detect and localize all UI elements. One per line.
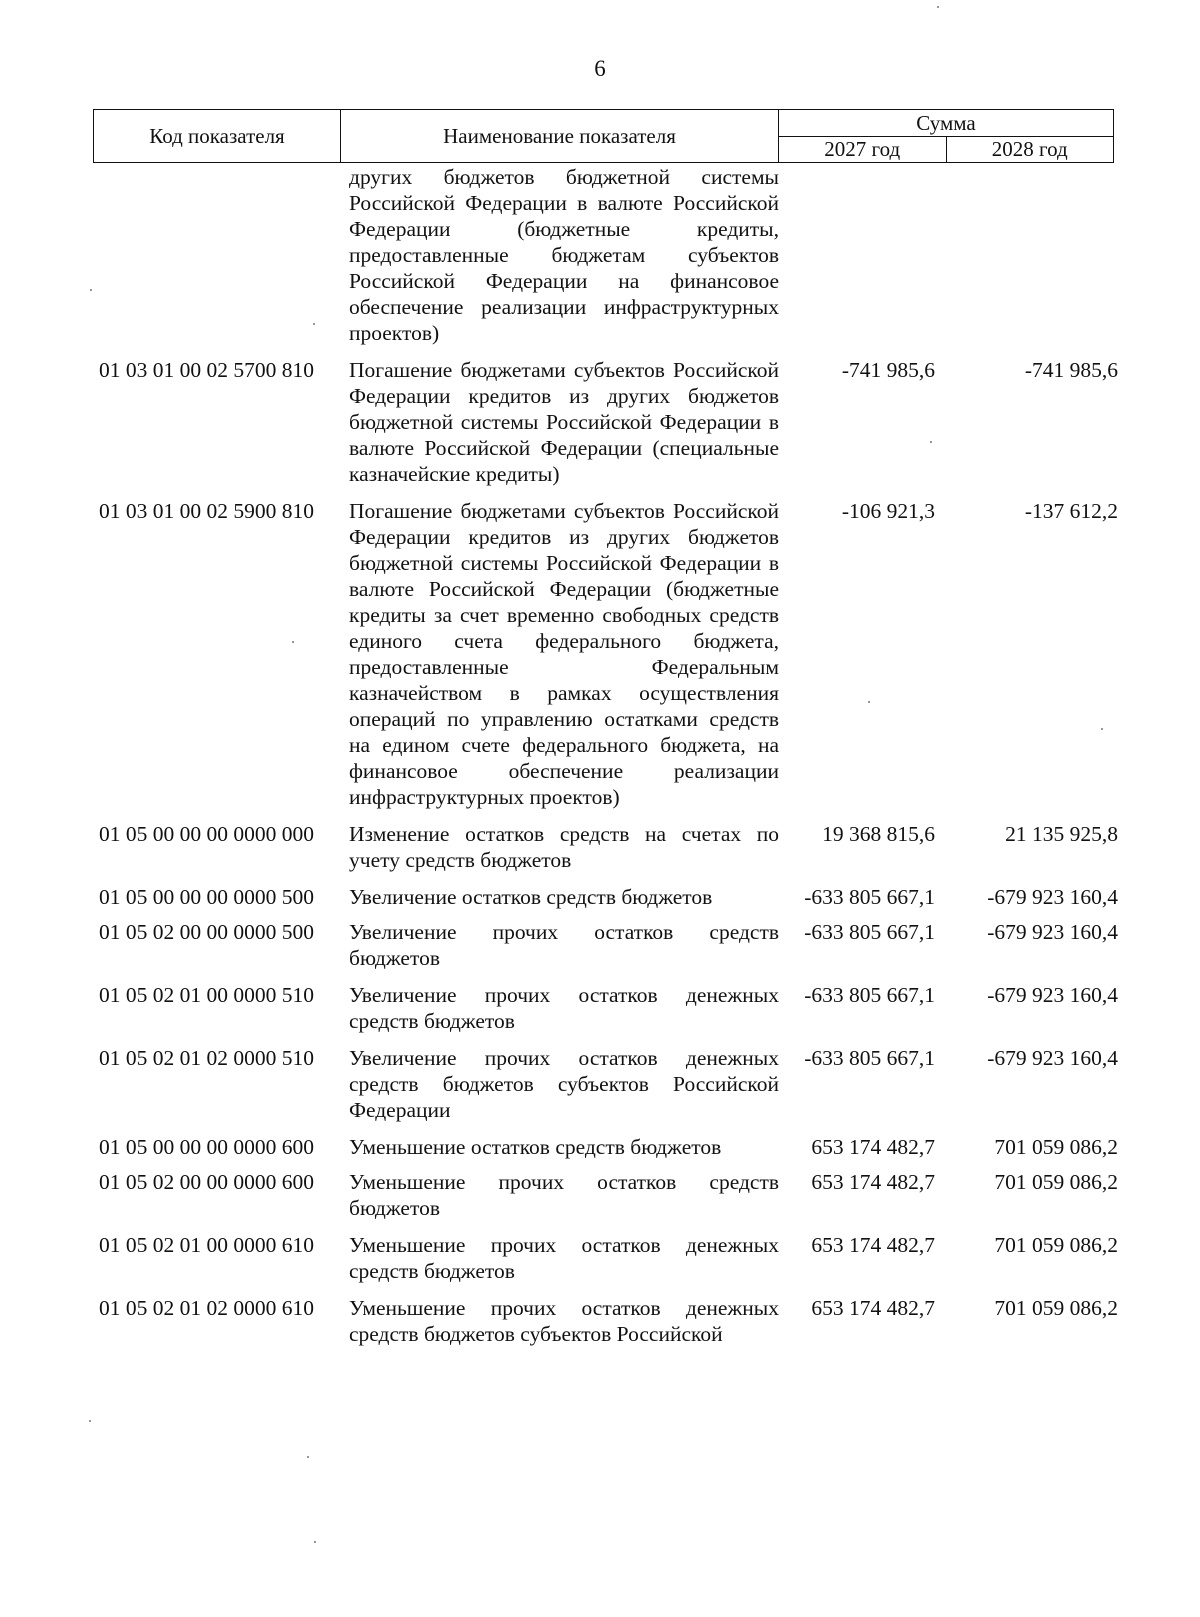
row-code: 01 05 00 00 00 0000 000	[99, 822, 314, 846]
header-year-2027: 2027 год	[779, 137, 947, 163]
row-value-2027: 653 174 482,7	[811, 1135, 935, 1159]
row-code: 01 05 02 00 00 0000 500	[99, 920, 314, 944]
table-body	[93, 164, 1118, 1358]
table-row	[93, 919, 1118, 971]
row-name: Погашение бюджетами субъектов Российской Федерации кредитов из других бюджетов бюджетной системы Российской Федерации в валюте Российской Федерации (специальные казначейские кредиты)	[349, 358, 779, 486]
row-value-2028	[939, 164, 1120, 346]
row-name: Изменение остатков средств на счетах по учету средств бюджетов	[349, 822, 779, 872]
row-code: 01 05 02 01 02 0000 610	[99, 1296, 314, 1320]
table-row	[93, 164, 1114, 346]
row-value-2028: -137 612,2	[1024, 499, 1118, 523]
table-row	[93, 982, 1118, 1034]
row-name: Уменьшение прочих остатков денежных средств бюджетов	[349, 1233, 779, 1283]
table-row	[93, 884, 1118, 910]
row-code: 01 05 02 00 00 0000 600	[99, 1170, 314, 1194]
table-row	[93, 821, 1118, 873]
scan-speck	[90, 289, 92, 291]
scan-speck	[292, 641, 294, 643]
row-name: Увеличение прочих остатков средств бюджетов	[349, 920, 779, 970]
row-value-2027: 19 368 815,6	[822, 822, 935, 846]
row-value-2028: 701 059 086,2	[994, 1135, 1118, 1159]
scan-speck	[313, 323, 315, 325]
scan-speck	[937, 6, 939, 8]
table-row	[93, 1169, 1118, 1221]
row-code: 01 05 00 00 00 0000 600	[99, 1135, 314, 1159]
table-row	[93, 1134, 1118, 1160]
scan-speck	[1101, 728, 1103, 730]
row-value-2028: -679 923 160,4	[987, 920, 1118, 944]
row-value-2027: -633 805 667,1	[804, 1046, 935, 1070]
row-name: Уменьшение прочих остатков средств бюджетов	[349, 1170, 779, 1220]
row-value-2027: 653 174 482,7	[811, 1170, 935, 1194]
row-code: 01 05 02 01 00 0000 510	[99, 983, 314, 1007]
row-code: 01 05 00 00 00 0000 500	[99, 885, 314, 909]
row-value-2027	[779, 164, 939, 346]
row-name: Уменьшение прочих остатков денежных средств бюджетов субъектов Российской	[349, 1296, 779, 1346]
row-code: 01 03 01 00 02 5700 810	[99, 358, 314, 382]
header-code: Код показателя	[94, 110, 341, 163]
table-row	[93, 1232, 1118, 1284]
row-value-2028: 701 059 086,2	[994, 1170, 1118, 1194]
row-name: Увеличение прочих остатков денежных средств бюджетов субъектов Российской Федерации	[349, 1046, 779, 1122]
row-code: 01 03 01 00 02 5900 810	[99, 499, 314, 523]
row-code: 01 05 02 01 00 0000 610	[99, 1233, 314, 1257]
row-code: 01 05 02 01 02 0000 510	[99, 1046, 314, 1070]
page-number: 6	[594, 56, 606, 81]
row-value-2028: -679 923 160,4	[987, 1046, 1118, 1070]
row-value-2027: -106 921,3	[841, 499, 935, 523]
row-value-2028: -679 923 160,4	[987, 983, 1118, 1007]
row-value-2027: 653 174 482,7	[811, 1296, 935, 1320]
header-name: Наименование показателя	[341, 110, 779, 163]
table-row	[93, 498, 1118, 810]
table-row	[93, 1045, 1118, 1123]
row-value-2028: 21 135 925,8	[1005, 822, 1118, 846]
table-row	[93, 1295, 1118, 1347]
scan-speck	[314, 1541, 316, 1543]
row-value-2027: -741 985,6	[841, 358, 935, 382]
row-value-2027: -633 805 667,1	[804, 920, 935, 944]
scan-speck	[868, 701, 870, 703]
row-name: Увеличение прочих остатков денежных средств бюджетов	[349, 983, 779, 1033]
row-name: Увеличение остатков средств бюджетов	[349, 885, 713, 909]
scan-speck	[89, 1420, 91, 1422]
row-value-2028: -741 985,6	[1024, 358, 1118, 382]
table-header	[93, 109, 1114, 163]
header-sum: Сумма	[779, 110, 1114, 137]
row-name: Погашение бюджетами субъектов Российской Федерации кредитов из других бюджетов бюджетной системы Российской Федерации в валюте Российской Федерации (бюджетные кредиты за счет временно свободных средств единого счета федерального бюджета, предоставленные Федеральным казначейством в рамках осуществления операций по управлению остатками средств на едином счете федерального бюджета, на финансовое обеспечение реализации инфраструктурных проектов)	[349, 499, 779, 809]
row-value-2028: -679 923 160,4	[987, 885, 1118, 909]
row-code	[93, 164, 343, 346]
scan-speck	[307, 1456, 309, 1458]
table-row	[93, 357, 1118, 487]
header-year-2028: 2028 год	[946, 137, 1114, 163]
scan-speck	[930, 441, 932, 443]
row-value-2027: 653 174 482,7	[811, 1233, 935, 1257]
row-value-2027: -633 805 667,1	[804, 885, 935, 909]
row-value-2028: 701 059 086,2	[994, 1296, 1118, 1320]
row-value-2027: -633 805 667,1	[804, 983, 935, 1007]
row-value-2028: 701 059 086,2	[994, 1233, 1118, 1257]
row-name: других бюджетов бюджетной системы Российской Федерации в валюте Российской Федерации (бюджетные кредиты, предоставленные бюджетам субъектов Российской Федерации на финансовое обеспечение реализации инфраструктурных проектов)	[349, 165, 779, 345]
row-name: Уменьшение остатков средств бюджетов	[349, 1135, 722, 1159]
